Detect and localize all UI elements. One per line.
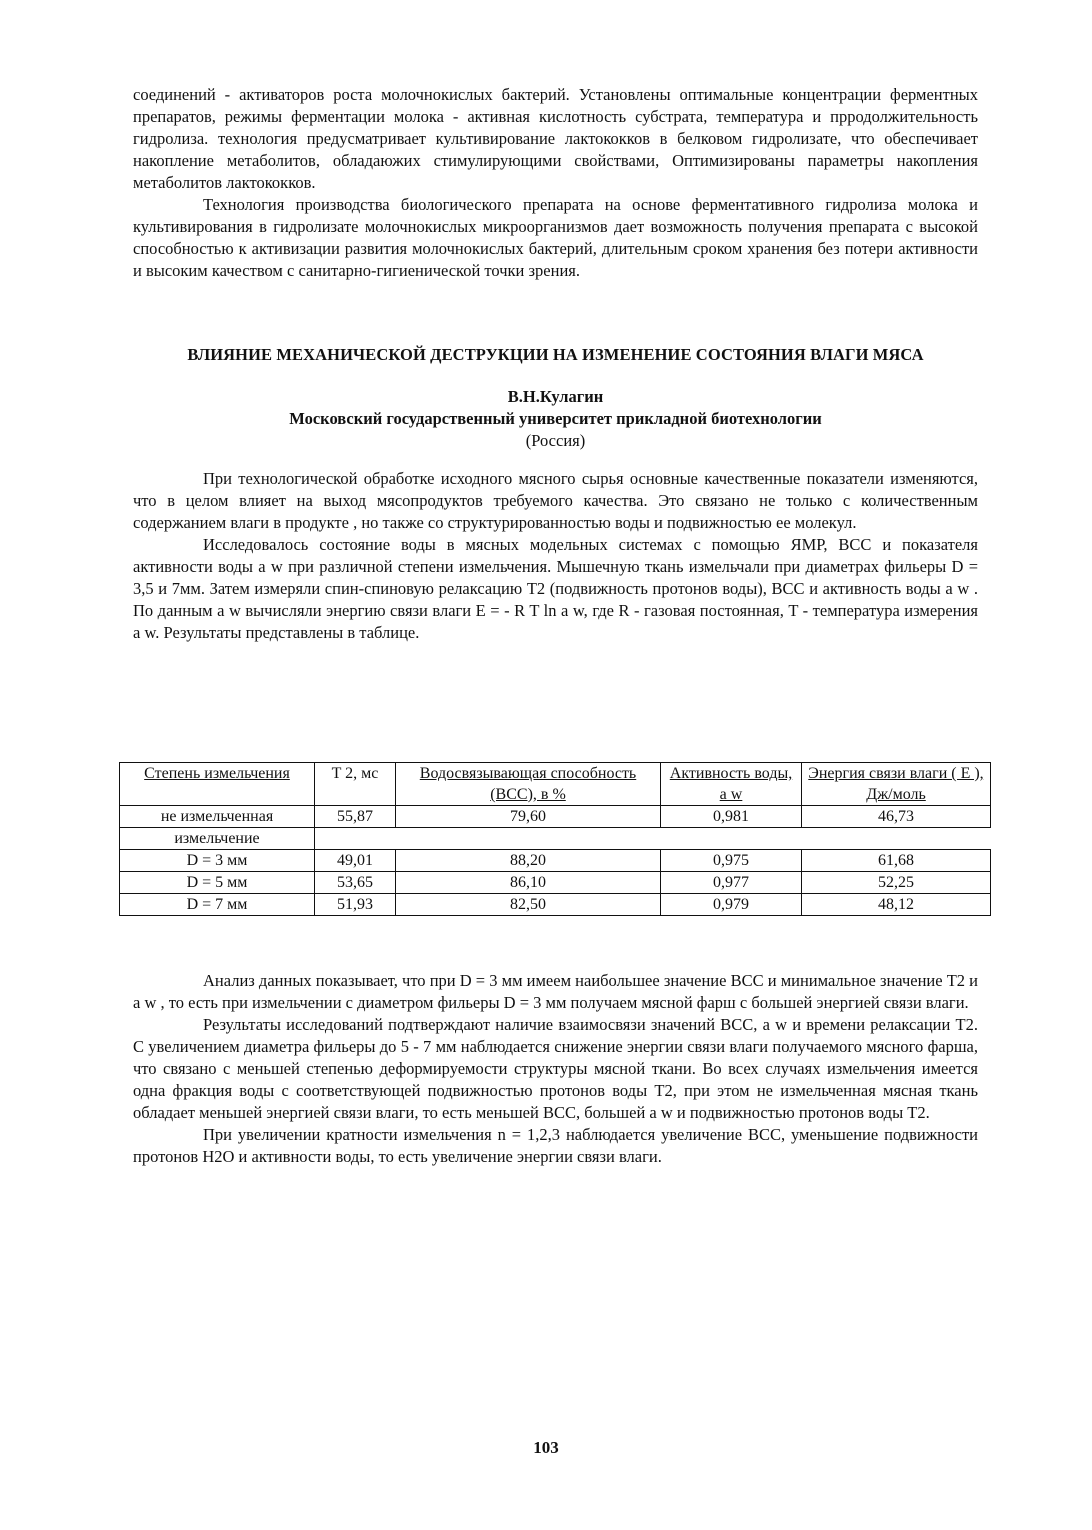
table-cell: 61,68 xyxy=(802,850,991,872)
table-cell: не измельченная xyxy=(120,806,315,828)
article-country: (Россия) xyxy=(525,431,586,450)
table-cell: 86,10 xyxy=(396,872,661,894)
table-cell: 0,975 xyxy=(661,850,802,872)
table-cell: D = 3 мм xyxy=(120,850,315,872)
table-cell: 82,50 xyxy=(396,894,661,916)
results-table xyxy=(119,762,991,916)
table-cell: 0,981 xyxy=(661,806,802,828)
table-cell: 88,20 xyxy=(396,850,661,872)
table-cell: измельчение xyxy=(120,828,315,850)
analysis-paragraph-2: Результаты исследований подтверждают наличие взаимосвязи значений ВСС, a w и времени релаксации T2. С увеличением диаметра фильеры до 5 - 7 мм наблюдается снижение энергии связи влаги получаемого мясного фарша, что связано с меньшей степенью деформируемости структуры мясной ткани. Во всех случаях измельчения имеется одна фракция воды с соответствующей подвижностью протонов воды T2, при этом не измельченная мясная ткань обладает меньшей энергией связи влаги, то есть меньшей ВСС, большей a w и подвижностью протонов воды T2. xyxy=(133,1015,978,1122)
analysis-paragraph-1: Анализ данных показывает, что при D = 3 мм имеем наибольшее значение ВСС и минимальное значение T2 и a w , то есть при измельчении с диаметром фильеры D = 3 мм получаем мясной фарш с большей энергией связи влаги. xyxy=(133,971,978,1012)
header-degree: Степень измельчения xyxy=(120,763,315,806)
results-table-wrapper xyxy=(119,762,991,916)
table-cell: 48,12 xyxy=(802,894,991,916)
analysis-section xyxy=(133,970,978,1168)
intro-paragraph-1: соединений - активаторов роста молочнокислых бактерий. Установлены оптимальные концентрации ферментных препаратов, режимы ферментации молока - активная кислотность субстрата, температура и прродолжительность гидролиза. технология предусматривает культивирование лактококков в белковом гидролизате, что обеспечивает накопление метаболитов, обладаюжих стимулирующими свойствами, Оптимизированы параметры накопления метаболитов лактококков. xyxy=(133,85,978,192)
table-cell: 55,87 xyxy=(315,806,396,828)
header-activity: Активность воды, a w xyxy=(661,763,802,806)
table-cell: 0,979 xyxy=(661,894,802,916)
header-energy: Энергия связи влаги ( E ), Дж/моль xyxy=(802,763,991,806)
table-cell-empty xyxy=(315,828,991,850)
table-row xyxy=(120,872,991,894)
body-paragraph-2: Исследовалось состояние воды в мясных модельных системах с помощью ЯМР, ВСС и показателя активности воды a w при различной степени измельчения. Мышечную ткань измельчали при диаметрах фильеры D = 3,5 и 7мм. Затем измеряли спин-спиновую релаксацию T2 (подвижность протонов воды), ВСС и активность воды a w . По данным a w вычисляли энергию связи влаги E = - R T ln a w, где R - газовая постоянная, T - температура измерения a w. Результаты представлены в таблице. xyxy=(133,535,978,642)
table-cell: 79,60 xyxy=(396,806,661,828)
table-row xyxy=(120,894,991,916)
intro-paragraph-2: Технология производства биологического препарата на основе ферментативного гидролиза молока и культивирования в гидролизате молочнокислых микроорганизмов дает возможность получения препарата с высокой способностью к активизации развития молочнокислых бактерий, длительным сроком хранения без потери активности и высоким качеством с санитарно-гигиенической точки зрения. xyxy=(133,195,978,280)
table-row xyxy=(120,850,991,872)
table-cell: 46,73 xyxy=(802,806,991,828)
analysis-paragraph-3: При увеличении кратности измельчения n = 1,2,3 наблюдается увеличение ВСС, уменьшение подвижности протонов H2O и активности воды, то есть увеличение энергии связи влаги. xyxy=(133,1125,978,1166)
article-title: ВЛИЯНИЕ МЕХАНИЧЕСКОЙ ДЕСТРУКЦИИ НА ИЗМЕНЕНИЕ СОСТОЯНИЯ ВЛАГИ МЯСА xyxy=(187,345,924,364)
table-cell: 52,25 xyxy=(802,872,991,894)
table-cell: D = 7 мм xyxy=(120,894,315,916)
page-number: 103 xyxy=(533,1438,559,1457)
table-cell: 53,65 xyxy=(315,872,396,894)
body-paragraph-1: При технологической обработке исходного мясного сырья основные качественные показатели изменяются, что в целом влияет на выход мясопродуктов требуемого качества. Это связано не только с количественным содержанием влаги в продукте , но также со структурированностью воды и подвижностью ее молекул. xyxy=(133,469,978,532)
header-vss: Водосвязывающая способность (ВСС), в % xyxy=(396,763,661,806)
table-cell: 49,01 xyxy=(315,850,396,872)
table-header-row xyxy=(120,763,991,806)
article-author: В.Н.Кулагин xyxy=(507,387,604,406)
page-content xyxy=(133,84,978,644)
table-cell: 51,93 xyxy=(315,894,396,916)
table-row xyxy=(120,828,991,850)
article-affiliation: Московский государственный университет прикладной биотехнологии xyxy=(289,409,822,428)
header-t2: T 2, мс xyxy=(315,763,396,806)
table-cell: D = 5 мм xyxy=(120,872,315,894)
table-row xyxy=(120,806,991,828)
table-cell: 0,977 xyxy=(661,872,802,894)
